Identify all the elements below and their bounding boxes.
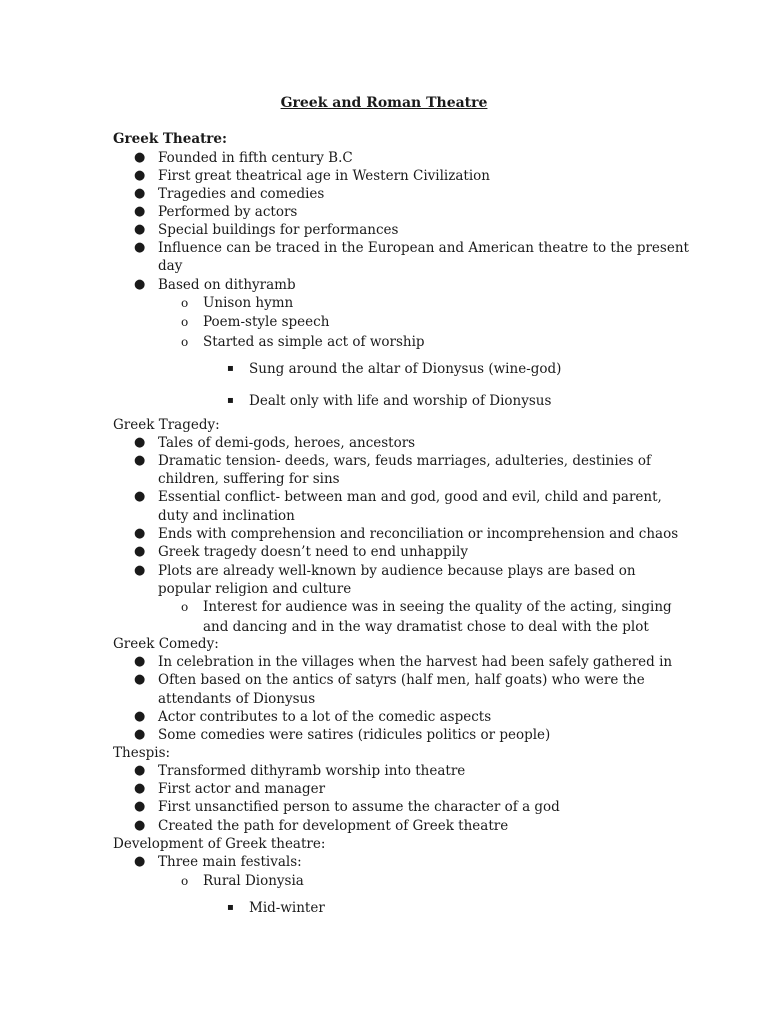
list-item-text: Essential conflict- between man and god, good and evil, child and parent, [158, 489, 662, 505]
circle-bullet-icon: o [181, 874, 189, 888]
bullet-icon: ● [134, 526, 146, 541]
bullet-icon: ● [134, 544, 146, 559]
list-item-text: Mid-winter [249, 900, 325, 916]
list-item-text: Plots are already well-known by audience because plays are based on [158, 563, 636, 579]
section-heading: Greek Theatre: [113, 131, 227, 147]
section-heading: Greek Tragedy: [113, 417, 220, 433]
bullet-icon: ● [134, 799, 146, 814]
square-bullet-icon: ▪ [227, 363, 234, 374]
list-item-text: Greek tragedy doesn’t need to end unhappily [158, 544, 468, 560]
bullet-icon: ● [134, 168, 146, 183]
bullet-icon: ● [134, 563, 146, 578]
bullet-icon: ● [134, 781, 146, 796]
list-item-text: and dancing and in the way dramatist chose to deal with the plot [203, 619, 649, 635]
bullet-icon: ● [134, 818, 146, 833]
list-item-text: Tales of demi-gods, heroes, ancestors [158, 435, 416, 451]
circle-bullet-icon: o [181, 600, 189, 614]
list-item-text: duty and inclination [158, 508, 295, 524]
bullet-icon: ● [134, 186, 146, 201]
list-item-text: children, suffering for sins [158, 471, 340, 487]
list-item-text: Unison hymn [203, 295, 294, 311]
bullet-icon: ● [134, 453, 146, 468]
list-item-text: Transformed dithyramb worship into theatre [158, 763, 466, 779]
document-title: Greek and Roman Theatre [280, 95, 488, 111]
list-item-text: Sung around the altar of Dionysus (wine-god) [249, 361, 562, 377]
list-item-text: popular religion and culture [158, 581, 352, 597]
square-bullet-icon: ▪ [227, 395, 234, 406]
list-item-text: Started as simple act of worship [203, 334, 425, 350]
bullet-icon: ● [134, 435, 146, 450]
list-item-text: Based on dithyramb [158, 277, 296, 293]
list-item-text: attendants of Dionysus [158, 691, 316, 707]
circle-bullet-icon: o [181, 335, 189, 349]
bullet-icon: ● [134, 727, 146, 742]
list-item-text: Founded in fifth century B.C [158, 150, 353, 166]
bullet-icon: ● [134, 672, 146, 687]
bullet-icon: ● [134, 654, 146, 669]
section-heading: Thespis: [113, 745, 171, 761]
bullet-icon: ● [134, 222, 146, 237]
list-item-text: Dealt only with life and worship of Dionysus [249, 393, 552, 409]
bullet-icon: ● [134, 489, 146, 504]
list-item-text: Dramatic tension- deeds, wars, feuds marriages, adulteries, destinies of [158, 453, 651, 469]
list-item-text: Tragedies and comedies [158, 186, 325, 202]
list-item-text: Three main festivals: [158, 854, 302, 870]
bullet-icon: ● [134, 277, 146, 292]
list-item-text: Performed by actors [158, 204, 298, 220]
list-item-text: Ends with comprehension and reconciliation or incomprehension and chaos [158, 526, 679, 542]
list-item-text: Some comedies were satires (ridicules politics or people) [158, 727, 551, 743]
section-heading: Development of Greek theatre: [113, 836, 326, 852]
list-item-text: Poem-style speech [203, 314, 330, 330]
list-item-text: Rural Dionysia [203, 873, 304, 889]
list-item-text: day [158, 258, 183, 274]
list-item-text: Created the path for development of Greek theatre [158, 818, 509, 834]
bullet-icon: ● [134, 854, 146, 869]
bullet-icon: ● [134, 709, 146, 724]
list-item-text: Interest for audience was in seeing the quality of the acting, singing [203, 599, 672, 615]
circle-bullet-icon: o [181, 315, 189, 329]
circle-bullet-icon: o [181, 296, 189, 310]
list-item-text: In celebration in the villages when the harvest had been safely gathered in [158, 654, 673, 670]
list-item-text: First actor and manager [158, 781, 326, 797]
bullet-icon: ● [134, 240, 146, 255]
list-item-text: Influence can be traced in the European and American theatre to the present [158, 240, 689, 256]
list-item-text: Often based on the antics of satyrs (half men, half goats) who were the [158, 672, 645, 688]
list-item-text: First great theatrical age in Western Civilization [158, 168, 490, 184]
list-item-text: First unsanctified person to assume the character of a god [158, 799, 560, 815]
bullet-icon: ● [134, 150, 146, 165]
bullet-icon: ● [134, 763, 146, 778]
bullet-icon: ● [134, 204, 146, 219]
list-item-text: Actor contributes to a lot of the comedic aspects [158, 709, 492, 725]
list-item-text: Special buildings for performances [158, 222, 399, 238]
section-heading: Greek Comedy: [113, 636, 219, 652]
square-bullet-icon: ▪ [227, 902, 234, 913]
